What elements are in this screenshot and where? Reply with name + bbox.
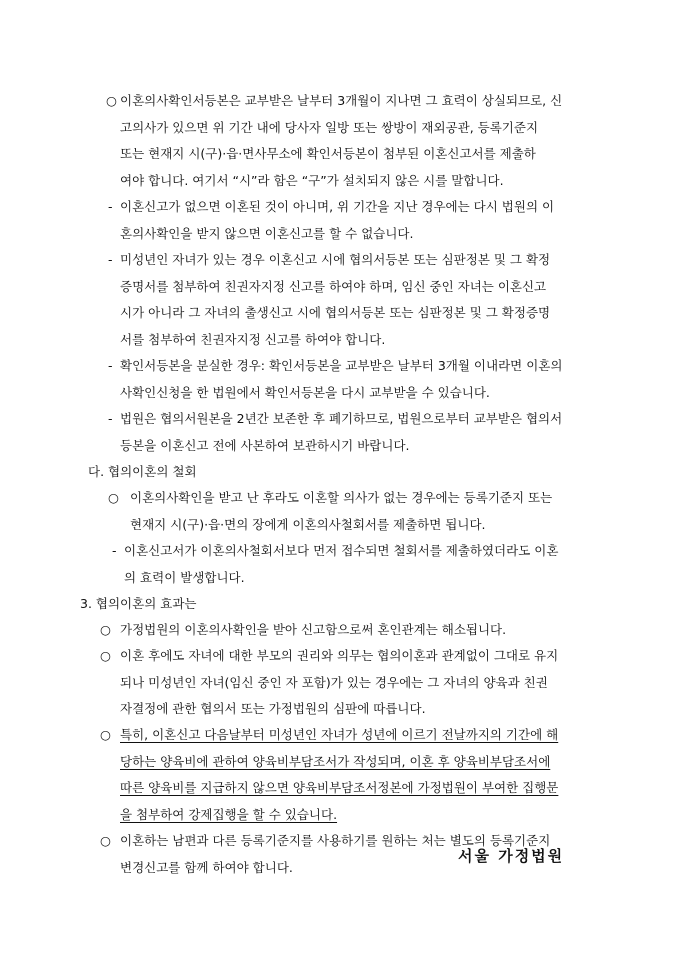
list-item [108,485,553,538]
text-line: 법원은 협의서원본을 2년간 보존한 후 폐기하므로, 법원으로부터 교부받은 협의서 [120,411,563,426]
text-line: 3. 협의이혼의 효과는 [80,596,197,611]
text-line: 또는 현재지 시(구)·읍·면사무소에 확인서등본이 첨부된 이혼신고서를 제출하 [120,146,536,161]
dash-bullet-icon: - [108,358,113,373]
text-line: 당하는 양육비에 관하여 양육비부담조서가 작성되며, 이혼 후 양육비부담조서에 [120,753,551,769]
list-item [100,722,559,828]
section-heading [88,459,197,486]
text-line: 증명서를 첨부하여 친권자지정 신고를 하여야 하며, 임신 중인 자녀는 이혼신고 [120,278,547,294]
circle-bullet-icon: ○ [106,93,117,108]
dash-bullet-icon: - [108,411,113,426]
text-line: 변경신고를 함께 하여야 합니다. [120,859,293,875]
text-line: 을 첨부하여 강제집행을 할 수 있습니다. [120,806,338,822]
list-item [108,353,563,406]
signature-court-name: 서울 가정법원 [458,847,565,865]
text-line: 이혼하는 남편과 다른 등록기준지를 사용하기를 원하는 처는 별도의 등록기준지 [120,833,551,848]
circle-bullet-icon: ○ [100,833,111,848]
text-line: 고의사가 있으면 위 기간 내에 당사자 일방 또는 쌍방이 재외공관, 등록기준지 [120,119,539,135]
circle-bullet-icon: ○ [100,622,111,637]
list-item [100,617,507,644]
text-line: 의 효력이 발생합니다. [124,569,245,585]
text-line: 이혼 후에도 자녀에 대한 부모의 권리와 의무는 협의이혼과 관계없이 그대로 유지 [120,648,559,663]
list-item [108,247,551,353]
list-item [108,406,563,459]
text-line: 사확인신청을 한 법원에서 확인서등본을 다시 교부받을 수 있습니다. [120,384,490,400]
text-line: 되나 미성년인 자녀(임신 중인 자 포함)가 있는 경우에는 그 자녀의 양육과 친권 [120,674,548,690]
dash-bullet-icon: - [108,252,113,267]
text-line: 자결정에 관한 협의서 또는 가정법원의 심판에 따릅니다. [120,701,426,716]
dash-bullet-icon: - [108,199,113,214]
text-line: 미성년인 자녀가 있는 경우 이혼신고 시에 협의서등본 또는 심판정본 및 그 확정 [120,252,551,267]
text-line: 현재지 시(구)·읍·면의 장에게 이혼의사철회서를 제출하면 됩니다. [130,516,486,532]
list-item [112,538,559,591]
text-line: 이혼신고가 없으면 이혼된 것이 아니며, 위 기간을 지난 경우에는 다시 법원의 이 [120,199,555,214]
list-item [100,643,559,723]
text-line: 이혼신고서가 이혼의사철회서보다 먼저 접수되면 철회서를 제출하였더라도 이혼 [124,543,559,558]
text-line: 가정법원의 이혼의사확인을 받아 신고함으로써 혼인관계는 해소됩니다. [120,622,507,637]
list-item [106,88,563,194]
text-line: 따른 양육비를 지급하지 않으면 양육비부담조서정본에 가정법원이 부여한 집행문 [120,780,559,795]
circle-bullet-icon: ○ [100,648,111,663]
text-line: 다. 협의이혼의 철회 [88,464,197,479]
text-line: 서를 첨부하여 친권자지정 신고를 하여야 합니다. [120,331,386,347]
text-line: 여야 합니다. 여기서 “시”라 함은 “구”가 설치되지 않은 시를 말합니다. [120,172,504,188]
circle-bullet-icon: ○ [108,490,119,505]
text-line: 이혼의사확인을 받고 난 후라도 이혼할 의사가 없는 경우에는 등록기준지 또는 [130,490,553,505]
list-item [108,194,555,247]
text-line: 등본을 이혼신고 전에 사본하여 보관하시기 바랍니다. [120,437,410,453]
text-line: 특히, 이혼신고 다음날부터 미성년인 자녀가 성년에 이르기 전날까지의 기간에 해 [120,727,559,742]
circle-bullet-icon: ○ [100,727,111,742]
text-line: 혼의사확인을 받지 않으면 이혼신고를 할 수 없습니다. [120,225,414,241]
text-line: 이혼의사확인서등본은 교부받은 날부터 3개월이 지나면 그 효력이 상실되므로, 신 [120,93,563,108]
dash-bullet-icon: - [112,543,117,558]
text-line: 확인서등본을 분실한 경우: 확인서등본을 교부받은 날부터 3개월 이내라면 이혼의 [120,358,563,373]
section-heading [80,591,196,618]
text-line: 시가 아니라 그 자녀의 출생신고 시에 협의서등본 또는 심판정본 및 그 확정증명 [120,305,551,320]
